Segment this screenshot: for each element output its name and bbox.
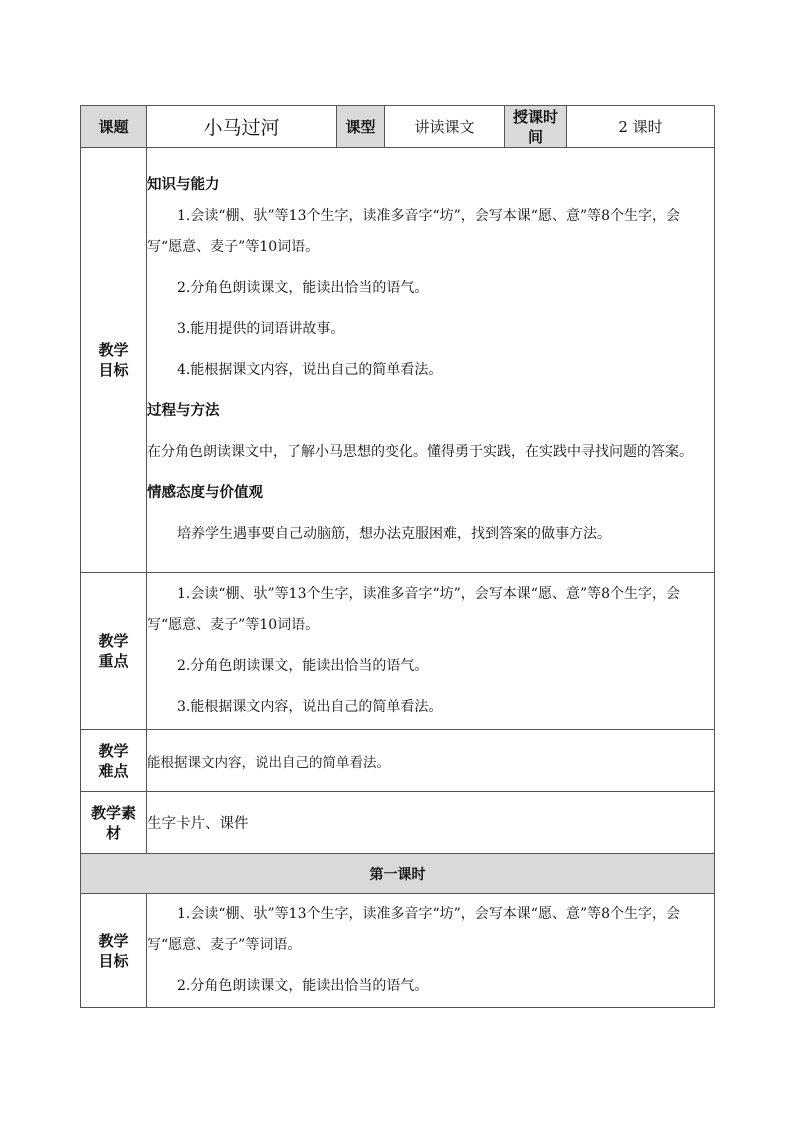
goals-label: 教学目标: [81, 148, 147, 573]
knowledge-item-1: 1.会读“棚、驮”等13个生字，读准多音字“坊”，会写本课“愿、意”等8个生字，会写“愿意、麦子”等10词语。: [147, 208, 681, 255]
materials-row: [81, 792, 715, 854]
key-point-2: 2.分角色朗读课文，能读出恰当的语气。: [177, 658, 429, 674]
header-row: [81, 106, 715, 148]
materials-text: 生字卡片、课件: [147, 792, 715, 854]
key-points-label: 教学重点: [81, 573, 147, 730]
topic-label: 课题: [81, 106, 147, 148]
knowledge-heading: 知识与能力: [147, 177, 220, 193]
key-points-content: [147, 573, 715, 730]
difficulty-row: [81, 730, 715, 792]
difficulty-label: 教学难点: [81, 730, 147, 792]
process-heading: 过程与方法: [147, 403, 220, 419]
emotion-heading: 情感态度与价值观: [147, 485, 263, 501]
first-lesson-goals-row: [81, 894, 715, 1008]
first-lesson-item-2: 2.分角色朗读课文，能读出恰当的语气。: [177, 978, 429, 994]
knowledge-item-4: 4.能根据课文内容，说出自己的简单看法。: [177, 362, 443, 378]
knowledge-item-3: 3.能用提供的词语讲故事。: [177, 321, 345, 337]
topic-value: 小马过河: [147, 106, 337, 148]
type-value: 讲读课文: [385, 106, 505, 148]
key-point-3: 3.能根据课文内容，说出自己的简单看法。: [177, 699, 443, 715]
goals-row: [81, 148, 715, 573]
type-label: 课型: [337, 106, 385, 148]
first-lesson-item-1: 1.会读“棚、驮”等13个生字，读准多音字“坊”，会写本课“愿、意”等8个生字，会写“愿意、麦子”等词语。: [147, 906, 681, 953]
difficulty-text: 能根据课文内容，说出自己的简单看法。: [147, 730, 715, 792]
lesson-plan-table: [80, 105, 715, 1008]
first-lesson-heading: 第一课时: [81, 854, 715, 894]
materials-label: 教学素材: [81, 792, 147, 854]
key-point-1: 1.会读“棚、驮”等13个生字，读准多音字“坊”，会写本课“愿、意”等8个生字，会写“愿意、麦子”等10词语。: [147, 586, 681, 633]
goals-content: [147, 148, 715, 573]
first-lesson-goals-content: [147, 894, 715, 1008]
time-label: 授课时间: [505, 106, 567, 148]
time-value: 2 课时: [567, 106, 715, 148]
first-lesson-goals-label: 教学目标: [81, 894, 147, 1008]
knowledge-item-2: 2.分角色朗读课文，能读出恰当的语气。: [177, 280, 429, 296]
first-lesson-heading-row: [81, 854, 715, 894]
process-text: 在分角色朗读课文中，了解小马思想的变化。懂得勇于实践，在实践中寻找问题的答案。: [147, 444, 693, 460]
key-points-row: [81, 573, 715, 730]
emotion-text: 培养学生遇事要自己动脑筋，想办法克服困难，找到答案的做事方法。: [177, 526, 611, 542]
